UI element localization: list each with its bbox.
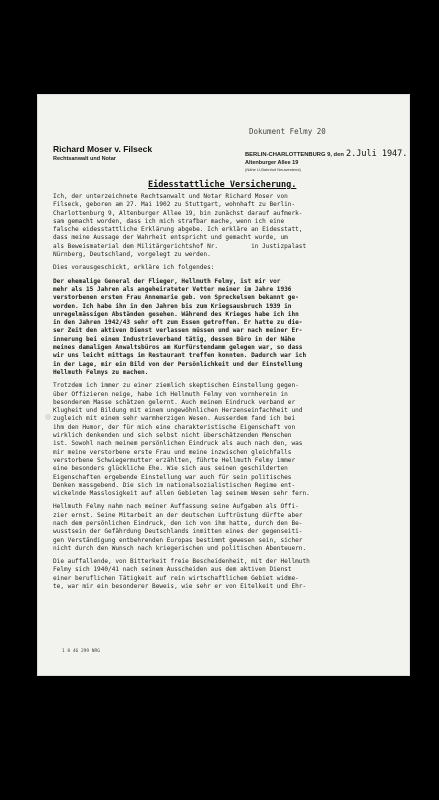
body-line: Hellmuth Felmys zu machen.: [53, 368, 149, 376]
body-line: Charlottenburg 9, Altenburger Allee 19, bin zunächst darauf aufmerk-: [53, 209, 303, 217]
body-paragraph: [53, 503, 403, 553]
body-line: Dies vorausgeschickt, erkläre ich folgendes:: [53, 264, 215, 272]
body-line: worden. Ich habe ihn in den Jahren bis zum Kriegsausbruch 1939 in: [53, 302, 292, 310]
body-line: verstorbene Schwiegermutter erzählten, führte Hellmuth Felmy immer: [53, 456, 296, 464]
body-line: Klugheit und Bildung mit einem ungewöhnlichen Herzenseinfachheit und: [53, 407, 303, 415]
letterhead-role: Rechtsanwalt und Notar: [53, 156, 116, 162]
body-line: gen Verständigung entbehrenden Europas bestimmt gewesen sein, sicher: [53, 536, 303, 544]
body-line: mehr als 15 Jahren als angeheirateter Vetter meiner im Jahre 1936: [53, 285, 292, 293]
body-paragraph: [53, 558, 403, 591]
letter-date: 2.Juli 1947.: [346, 149, 408, 159]
hole-punch-mark: [45, 414, 51, 420]
document-body: [53, 193, 403, 596]
document-page: [37, 94, 410, 676]
body-line: ihm den Humor, der für mich eine charakteristische Eigenschaft von: [53, 423, 296, 431]
body-line: wirklich denkenden und sich selbst nicht überschätzenden Menschen: [53, 432, 292, 440]
body-paragraph: [53, 278, 403, 378]
body-line: Felmy sich 1940/41 nach seinem Ausscheiden aus dem aktiven Dienst: [53, 566, 292, 574]
letterhead-street: Altenburger Allee 19: [245, 160, 299, 166]
body-line: nicht durch den Wunsch nach kriegerischen und politischen Abenteuern.: [53, 544, 307, 552]
body-paragraph: [53, 193, 403, 259]
body-line: einer beruflichen Tätigkeit auf rein wirtschaftlichem Gebiet widme-: [53, 574, 299, 582]
body-line: ist. Sowohl nach meinem persönlichen Eindruck als auch nach den, was: [53, 440, 303, 448]
body-line: mir meine verstorbene erste Frau und meine inzwischen gleichfalls: [53, 448, 292, 456]
body-line: Eigenschaften ergebende Einstellung war auch für sein politisches: [53, 473, 292, 481]
body-line: verstorbenen ersten Frau Annemarie geb. von Spreckelsen bekannt ge-: [53, 294, 299, 302]
body-line: Ich, der unterzeichnete Rechtsanwalt und Notar Richard Moser von: [53, 193, 288, 200]
body-line: Denken massgebend. Die sich im nationalsozialistischen Regime ent-: [53, 481, 296, 489]
body-line: meines damaligen Anwaltsbüros am Kurfürstendamm gelegen war, so dass: [53, 344, 303, 352]
letterhead-city: BERLIN-CHARLOTTENBURG 9, den: [245, 152, 344, 158]
body-line: als Beweismaterial dem Militärgerichtshof Nr. in Justizpalast: [53, 242, 307, 250]
body-line: wusstsein der Gefährdung Deutschlands inmitten eines der gegenseiti-: [53, 528, 303, 536]
body-line: Der ehemalige General der Flieger, Hellmuth Felmy, ist mir vor: [53, 277, 281, 285]
body-paragraph: [53, 264, 403, 272]
document-title: Eidesstattliche Versicherung.: [148, 180, 297, 190]
body-line: ser Zeit den aktiven Dienst verlassen müssen und war nach meiner Er-: [53, 327, 303, 335]
document-label: Dokument Felmy 20: [249, 127, 326, 136]
body-line: in den Jahren 1942/43 sehr oft zum Essen getroffen. Er hatte zu die-: [53, 319, 303, 327]
body-line: wir uns leicht mittags im Restaurant treffen konnten. Dadurch war ich: [53, 352, 307, 360]
body-line: zugleich mit einem sehr warmherzigen Wesen. Ausserdem fand ich bei: [53, 415, 296, 423]
letterhead-station: (Nähe U-Bahnhof Neuwestend): [245, 167, 301, 172]
body-line: Trotzdem ich immer zu einer ziemlich skeptischen Einstellung gegen-: [53, 382, 299, 390]
body-line: in der Lage, mir ein Bild von der Persönlichkeit und der Einstellung: [53, 360, 303, 368]
body-line: dass meine Aussage der Wahrheit entspricht und gemacht wurde, um: [53, 234, 288, 242]
body-line: zier ernst. Seine Mitarbeit an der deutschen Luftrüstung dürfte aber: [53, 511, 303, 519]
body-line: eine besonders glückliche Ehe. Wie sich aus seinen geschilderten: [53, 465, 288, 473]
body-line: Nürnberg, Deutschland, vorgelegt zu werden.: [53, 251, 211, 259]
body-line: unregelmässigen Abständen gesehen. Während des Krieges habe ich ihn: [53, 310, 299, 318]
body-line: nach dem persönlichen Eindruck, den ich von ihm hatte, durch den Be-: [53, 519, 303, 527]
footer-stamp: 1 8 46 299 NRG: [62, 649, 100, 654]
body-line: Die auffallende, von Bitterkeit freie Bescheidenheit, mit der Hellmuth: [53, 558, 310, 566]
body-line: sam gemacht worden, dass ich mich strafbar mache, wenn ich eine: [53, 217, 285, 225]
body-line: besonderem Masse schätzen gelernt. Auch meinem Eindruck verband er: [53, 398, 296, 406]
body-line: über Offizieren neige, habe ich Hellmuth Felmy von vornherein in: [53, 390, 288, 398]
body-line: Hellmuth Felmy nahm nach meiner Auffassung seine Aufgaben als Offi-: [53, 503, 299, 511]
body-paragraph: [53, 382, 403, 498]
body-line: Filseck, geboren am 27. Mai 1902 zu Stuttgart, wohnhaft zu Berlin-: [53, 201, 296, 209]
body-line: te, war mir ein besonderer Beweis, wie sehr er von Eitelkeit und Ehr-: [53, 583, 307, 591]
body-line: wickelnde Masslosigkeit auf allen Gebieten lag seinem Wesen sehr fern.: [53, 490, 310, 498]
body-line: innerung bei einem Industrieverband tätig, dessen Büro in der Nähe: [53, 335, 296, 343]
letterhead-name: Richard Moser v. Filseck: [53, 144, 153, 154]
body-line: falsche eidesstattliche Erklärung abgebe. Ich erkläre an Eidesstatt,: [53, 226, 303, 234]
